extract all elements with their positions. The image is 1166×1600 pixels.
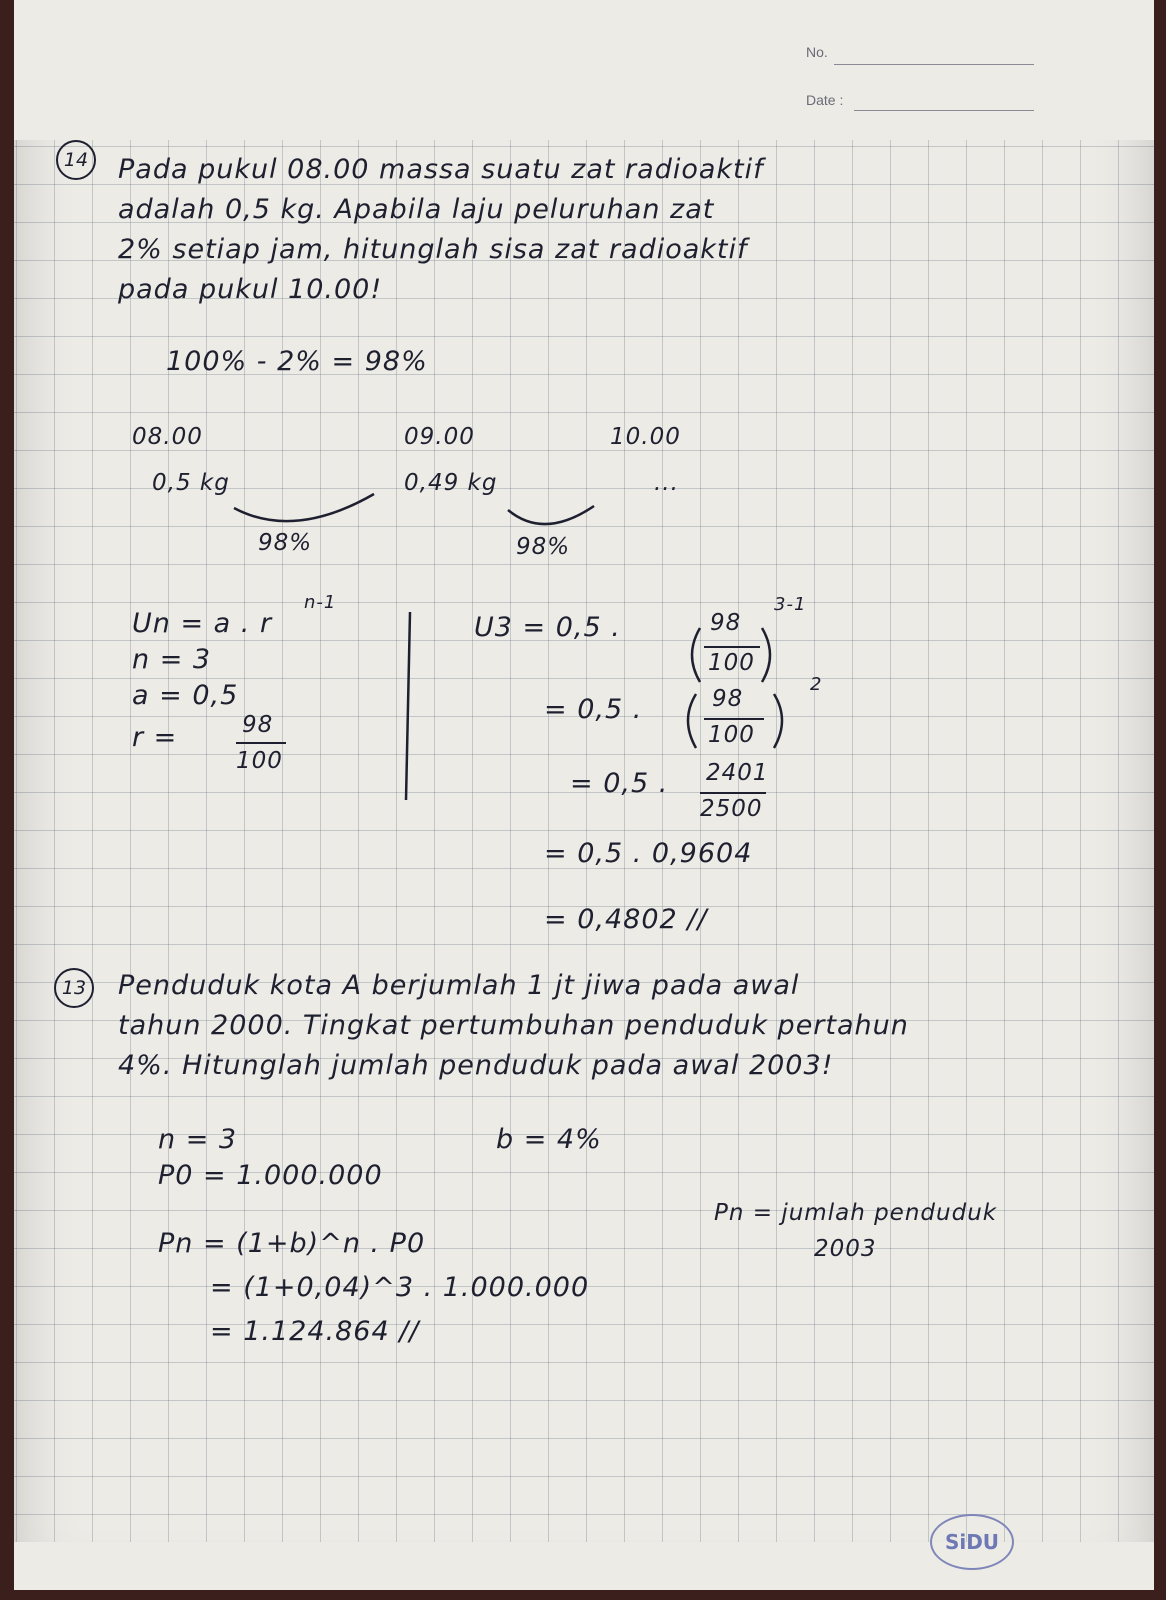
given-b: b = 4% (496, 1124, 602, 1155)
step3-denominator: 2500 (700, 796, 763, 822)
time-1000: 10.00 (610, 424, 681, 450)
step3-prefix: = 0,5 . (570, 768, 669, 799)
problem-14-line-2: adalah 0,5 kg. Apabila laju peluruhan zat (118, 194, 715, 225)
step2-exponent: 2 (810, 674, 823, 695)
problem-14-line-3: 2% setiap jam, hitunglah sisa zat radioaktif (118, 234, 748, 265)
problem-13-line-2: tahun 2000. Tingkat pertumbuhan penduduk pertahun (118, 1010, 909, 1041)
paren-right-2 (774, 694, 782, 748)
mass-1000: ... (654, 470, 679, 496)
ratio-label-1: 98% (258, 530, 313, 556)
u3-fraction-bar (704, 646, 760, 648)
known-r-numerator: 98 (242, 712, 274, 738)
known-n: n = 3 (132, 644, 212, 675)
u3-numerator: 98 (710, 610, 742, 636)
u3-prefix: U3 = 0,5 . (474, 612, 621, 643)
given-p0: P0 = 1.000.000 (158, 1160, 383, 1191)
u3-denominator: 100 (708, 650, 755, 676)
pn-note: Pn = jumlah penduduk (714, 1200, 998, 1226)
un-formula: Un = a . r (132, 608, 273, 639)
step2-denominator: 100 (708, 722, 755, 748)
problem-14-line-1: Pada pukul 08.00 massa suatu zat radioaktif (118, 154, 764, 185)
bracket-2 (508, 506, 594, 524)
mass-0900: 0,49 kg (404, 470, 498, 496)
given-n: n = 3 (158, 1124, 238, 1155)
known-a: a = 0,5 (132, 680, 239, 711)
problem-14-line-4: pada pukul 10.00! (118, 274, 383, 305)
sidu-logo: SiDU (930, 1514, 1014, 1570)
bracket-1 (234, 494, 374, 521)
step3-numerator: 2401 (706, 760, 769, 786)
pn-step-1: = (1+0,04)^3 . 1.000.000 (210, 1272, 590, 1303)
known-r-prefix: r = (132, 722, 178, 753)
pn-year: 2003 (814, 1236, 877, 1262)
pn-step-2: = 1.124.864 // (210, 1316, 420, 1347)
notebook-page (14, 0, 1154, 1590)
step2-prefix: = 0,5 . (544, 694, 643, 725)
time-0800: 08.00 (132, 424, 203, 450)
step2-numerator: 98 (712, 686, 744, 712)
no-label: No. (806, 44, 828, 60)
paren-right-1 (762, 628, 770, 682)
paren-left-2 (688, 694, 696, 748)
date-label: Date : (806, 92, 844, 108)
ratio-label-2: 98% (516, 534, 571, 560)
problem-13-number: 13 (54, 968, 94, 1008)
un-formula-exponent: n-1 (304, 592, 337, 613)
step2-fraction-bar (704, 718, 764, 720)
step4: = 0,5 . 0,9604 (544, 838, 753, 869)
known-r-denominator: 100 (236, 748, 283, 774)
problem-14-number: 14 (56, 140, 96, 180)
divider-line (406, 612, 410, 800)
known-r-fraction-bar (236, 742, 286, 744)
paren-left-1 (692, 628, 700, 682)
result-u3: = 0,4802 // (544, 904, 708, 935)
problem-13-line-1: Penduduk kota A berjumlah 1 jt jiwa pada awal (118, 970, 800, 1001)
mass-0800: 0,5 kg (152, 470, 230, 496)
step3-fraction-bar (700, 792, 766, 794)
percent-equation: 100% - 2% = 98% (166, 346, 428, 377)
pn-formula: Pn = (1+b)^n . P0 (158, 1228, 426, 1259)
time-0900: 09.00 (404, 424, 475, 450)
problem-13-line-3: 4%. Hitunglah jumlah penduduk pada awal 2003! (118, 1050, 834, 1081)
u3-exponent: 3-1 (774, 594, 807, 615)
